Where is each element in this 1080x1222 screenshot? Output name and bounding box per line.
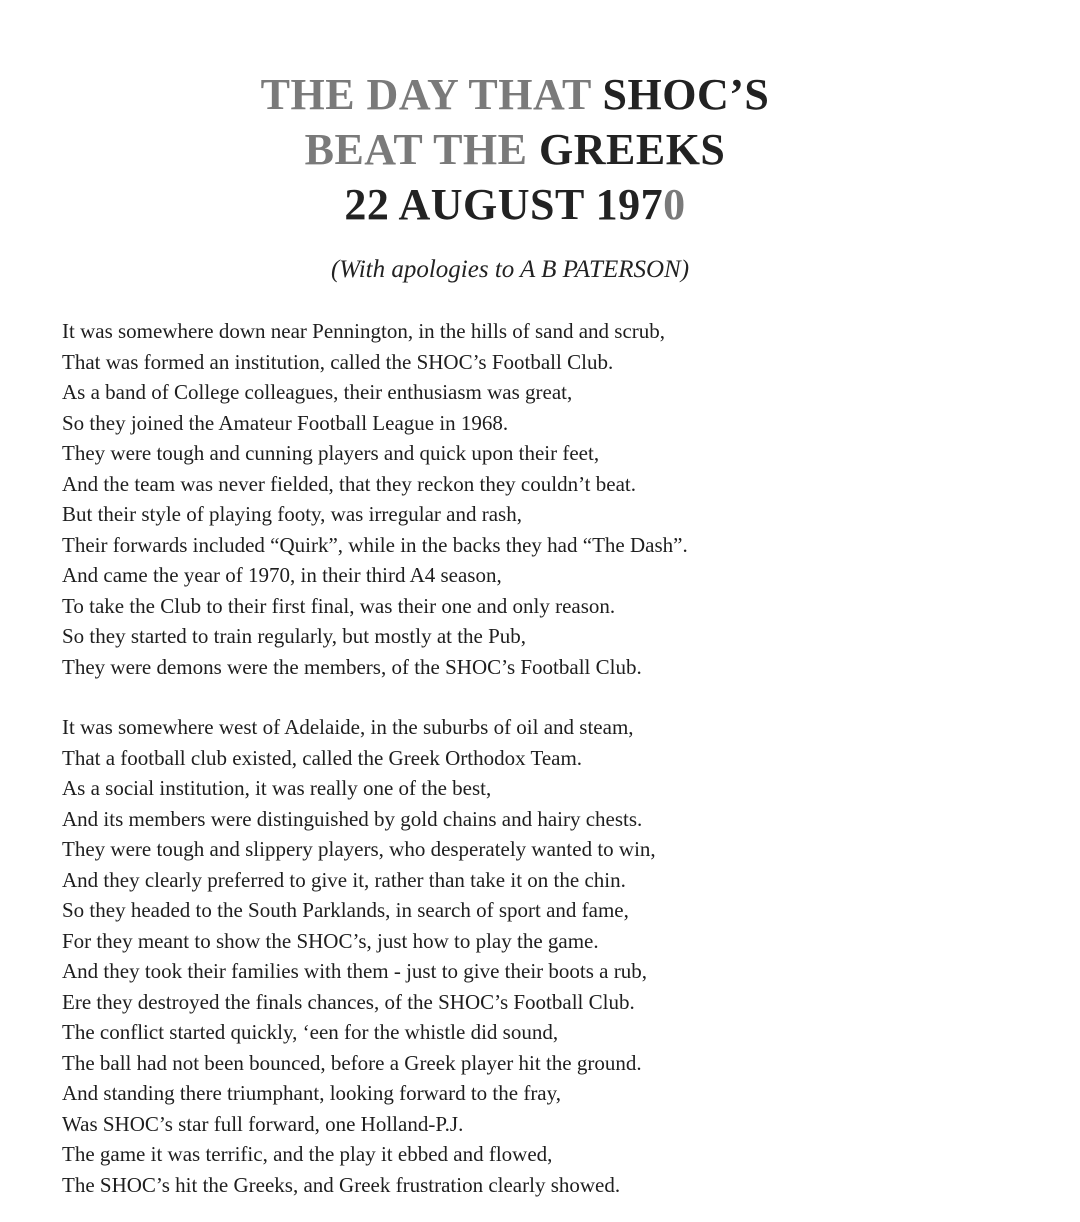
verse-line: And standing there triumphant, looking forward to the fray, xyxy=(62,1081,562,1105)
verse-line: The ball had not been bounced, before a Greek player hit the ground. xyxy=(62,1050,642,1075)
verse-line: As a band of College colleagues, their enthusiasm was great, xyxy=(62,380,573,404)
verse-line: They were tough and slippery players, who desperately wanted to win, xyxy=(62,837,656,861)
title-line-2-part-2: GREEKS xyxy=(539,125,726,174)
verse-line: It was somewhere west of Adelaide, in the suburbs of oil and steam, xyxy=(62,715,634,739)
verse-line: So they joined the Amateur Football League in 1968. xyxy=(62,410,509,435)
verse-line: As a social institution, it was really one of the best, xyxy=(62,776,492,800)
title-line-1 xyxy=(0,66,1030,124)
title-line-2-part-1: BEAT THE xyxy=(304,125,539,174)
verse-line: So they started to train regularly, but mostly at the Pub, xyxy=(62,624,527,648)
verse-line: But their style of playing footy, was irregular and rash, xyxy=(62,502,522,526)
verse-line: The conflict started quickly, ‘een for the whistle did sound, xyxy=(62,1020,559,1044)
verse-line: Was SHOC’s star full forward, one Holland-P.J. xyxy=(62,1111,464,1136)
title-line-1-part-1: THE DAY THAT xyxy=(260,70,603,119)
verse-line: Their forwards included “Quirk”, while in the backs they had “The Dash”. xyxy=(62,532,688,557)
verse-line: And its members were distinguished by gold chains and hairy chests. xyxy=(62,806,643,831)
verse-line: The game it was terrific, and the play it ebbed and flowed, xyxy=(62,1142,553,1166)
subtitle: (With apologies to A B PATERSON) xyxy=(330,256,690,283)
verse-line: And they took their families with them - just to give their boots a rub, xyxy=(62,959,647,983)
title-line-1-part-2: SHOC’S xyxy=(602,70,770,119)
verse-line: To take the Club to their first final, was their one and only reason. xyxy=(62,593,616,618)
verse-line: That was formed an institution, called the SHOC’s Football Club. xyxy=(62,349,614,374)
title-line-3 xyxy=(0,176,1030,234)
verse-line: The SHOC’s hit the Greeks, and Greek frustration clearly showed. xyxy=(62,1172,621,1197)
verse-line: And they clearly preferred to give it, rather than take it on the chin. xyxy=(62,867,626,892)
stanza-1 xyxy=(62,316,1062,682)
verse-line: And the team was never fielded, that they reckon they couldn’t beat. xyxy=(62,471,636,496)
title-line-3-part-1: 22 AUGUST 197 xyxy=(344,180,664,229)
stanza-2 xyxy=(62,712,1062,1200)
verse-line: Ere they destroyed the finals chances, of the SHOC’s Football Club. xyxy=(62,989,635,1014)
verse-line: That a football club existed, called the Greek Orthodox Team. xyxy=(62,745,583,770)
verse-line: They were tough and cunning players and quick upon their feet, xyxy=(62,441,600,465)
verse-line: They were demons were the members, of the SHOC’s Football Club. xyxy=(62,654,642,679)
verse-line: And came the year of 1970, in their third A4 season, xyxy=(62,563,502,587)
title-line-2 xyxy=(0,121,1030,179)
verse-line: For they meant to show the SHOC’s, just how to play the game. xyxy=(62,928,599,953)
verse-line: It was somewhere down near Pennington, in the hills of sand and scrub, xyxy=(62,319,666,343)
verse-line: So they headed to the South Parklands, in search of sport and fame, xyxy=(62,898,629,922)
title-line-3-part-2: 0 xyxy=(663,180,686,229)
